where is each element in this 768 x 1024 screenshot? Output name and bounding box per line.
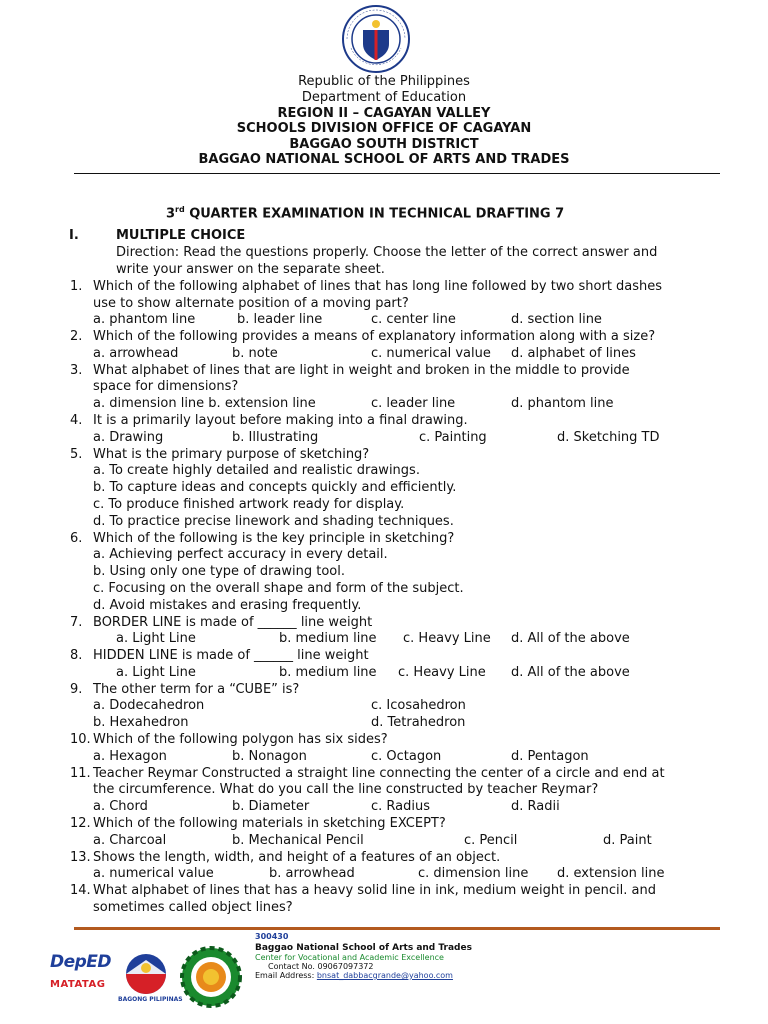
q13-text-1: Shows the length, width, and height of a features of an object. (93, 850, 501, 865)
q5-choice-c: c. To produce finished artwork ready for display. (93, 497, 405, 512)
q4-choice-a: a. Drawing (93, 430, 164, 445)
q10-choice-b: b. Nonagon (232, 749, 307, 764)
q12-text-1: Which of the following materials in sketching EXCEPT? (93, 816, 446, 831)
header-school: BAGGAO NATIONAL SCHOOL OF ARTS AND TRADES (198, 152, 570, 167)
q11-choice-a: a. Chord (93, 799, 148, 814)
q7-text-1: BORDER LINE is made of ______ line weight (93, 615, 373, 630)
q11-choice-b: b. Diameter (232, 799, 310, 814)
q5-choice-d: d. To practice precise linework and shading techniques. (93, 514, 454, 529)
direction-line-1: Direction: Read the questions properly. Choose the letter of the correct answer and (116, 245, 658, 260)
q12-choice-c: c. Pencil (464, 833, 518, 848)
q6-choice-b: b. Using only one type of drawing tool. (93, 564, 346, 579)
q3-text-1: What alphabet of lines that are light in weight and broken in the middle to provide (93, 363, 630, 378)
q12-number: 12. (70, 816, 91, 831)
q9-text-1: The other term for a “CUBE” is? (93, 682, 300, 697)
q10-choice-a: a. Hexagon (93, 749, 167, 764)
footer-rule (74, 927, 720, 930)
q12-choice-d: d. Paint (603, 833, 652, 848)
q3-text-2: space for dimensions? (93, 379, 239, 394)
q1-choice-d: d. section line (511, 312, 602, 327)
q13-choice-b: b. arrowhead (269, 866, 355, 881)
q5-choice-b: b. To capture ideas and concepts quickly and efficiently. (93, 480, 457, 495)
header-department: Department of Education (301, 90, 467, 105)
q8-choice-a: a. Light Line (116, 665, 196, 680)
q2-choice-c: c. numerical value (371, 346, 491, 361)
q1-choice-c: c. center line (371, 312, 456, 327)
q2-choice-d: d. alphabet of lines (511, 346, 636, 361)
q4-number: 4. (70, 413, 83, 428)
q1-text-1: Which of the following alphabet of lines that has long line followed by two short dashes (93, 279, 663, 294)
q12-choice-a: a. Charcoal (93, 833, 167, 848)
header-district: BAGGAO SOUTH DISTRICT (289, 137, 479, 152)
school-gear-logo (180, 946, 242, 1008)
q7-number: 7. (70, 615, 83, 630)
q5-choice-a: a. To create highly detailed and realistic drawings. (93, 463, 420, 478)
section-number: I. (69, 228, 79, 243)
bagong-pilipinas-text: BAGONG PILIPINAS (118, 996, 183, 1003)
q8-choice-b: b. medium line (279, 665, 377, 680)
q3-choice-d: d. phantom line (511, 396, 614, 411)
q6-text-1: Which of the following is the key principle in sketching? (93, 531, 455, 546)
q5-text-1: What is the primary purpose of sketching? (93, 447, 370, 462)
exam-title: 3rd QUARTER EXAMINATION IN TECHNICAL DRAFTING 7 (166, 205, 565, 222)
q13-choice-c: c. dimension line (418, 866, 529, 881)
q11-text-2: the circumference. What do you call the line constructed by teacher Reymar? (93, 782, 599, 797)
q6-choice-a: a. Achieving perfect accuracy in every detail. (93, 547, 388, 562)
q4-choice-c: c. Painting (419, 430, 487, 445)
q4-choice-d: d. Sketching TD (557, 430, 660, 445)
q9-choice-b: b. Hexahedron (93, 715, 189, 730)
q7-choice-b: b. medium line (279, 631, 377, 646)
footer-center: Center for Vocational and Academic Excellence (255, 953, 444, 962)
header-rule (74, 173, 720, 174)
q10-choice-d: d. Pentagon (511, 749, 589, 764)
matatag-wordmark: MATATAG (50, 979, 106, 990)
q5-number: 5. (70, 447, 83, 462)
q13-number: 13. (70, 850, 91, 865)
footer-email: Email Address: bnsat_dabbacgrande@yahoo.com (255, 971, 453, 980)
email-link[interactable]: bnsat_dabbacgrande@yahoo.com (316, 971, 453, 980)
q11-number: 11. (70, 766, 91, 781)
q1-choice-a: a. phantom line (93, 312, 196, 327)
q11-text-1: Teacher Reymar Constructed a straight line connecting the center of a circle and end at (93, 766, 665, 781)
footer-code: 300430 (255, 932, 289, 941)
q1-choice-b: b. leader line (237, 312, 323, 327)
header-republic: Republic of the Philippines (298, 74, 470, 89)
deped-wordmark: DepED (50, 952, 112, 972)
q14-number: 14. (70, 883, 91, 898)
q3-choice-c: c. leader line (371, 396, 456, 411)
section-title: MULTIPLE CHOICE (116, 228, 246, 243)
q9-choice-a: a. Dodecahedron (93, 698, 205, 713)
q3-number: 3. (70, 363, 83, 378)
q8-choice-c: c. Heavy Line (398, 665, 486, 680)
q2-choice-a: a. arrowhead (93, 346, 179, 361)
q6-choice-c: c. Focusing on the overall shape and form of the subject. (93, 581, 464, 596)
q11-choice-d: d. Radii (511, 799, 560, 814)
deped-matatag-logo (50, 952, 116, 1000)
bagong-pilipinas-logo (118, 952, 183, 1004)
q13-choice-d: d. extension line (557, 866, 665, 881)
q6-number: 6. (70, 531, 83, 546)
deped-seal (341, 4, 411, 74)
q10-text-1: Which of the following polygon has six sides? (93, 732, 388, 747)
q2-number: 2. (70, 329, 83, 344)
q9-number: 9. (70, 682, 83, 697)
q10-number: 10. (70, 732, 91, 747)
q14-text-2: sometimes called object lines? (93, 900, 293, 915)
q7-choice-d: d. All of the above (511, 631, 630, 646)
q11-choice-c: c. Radius (371, 799, 431, 814)
q8-text-1: HIDDEN LINE is made of ______ line weight (93, 648, 369, 663)
q14-text-1: What alphabet of lines that has a heavy solid line in ink, medium weight in pencil. and (93, 883, 656, 898)
q7-choice-c: c. Heavy Line (403, 631, 491, 646)
q8-choice-d: d. All of the above (511, 665, 630, 680)
direction-line-2: write your answer on the separate sheet. (116, 262, 385, 277)
q1-number: 1. (70, 279, 83, 294)
q2-text-1: Which of the following provides a means of explanatory information along with a size? (93, 329, 656, 344)
q4-text-1: It is a primarily layout before making into a final drawing. (93, 413, 468, 428)
q3-choice-ab: a. dimension line b. extension line (93, 396, 316, 411)
q6-choice-d: d. Avoid mistakes and erasing frequently. (93, 598, 362, 613)
q12-choice-b: b. Mechanical Pencil (232, 833, 364, 848)
footer-contact: Contact No. 09067097372 (268, 962, 374, 971)
q10-choice-c: c. Octagon (371, 749, 442, 764)
q7-choice-a: a. Light Line (116, 631, 196, 646)
q9-choice-d: d. Tetrahedron (371, 715, 466, 730)
q8-number: 8. (70, 648, 83, 663)
q9-choice-c: c. Icosahedron (371, 698, 466, 713)
q4-choice-b: b. Illustrating (232, 430, 319, 445)
q1-text-2: use to show alternate position of a moving part? (93, 296, 409, 311)
footer-school: Baggao National School of Arts and Trades (255, 943, 472, 953)
header-region: REGION II – CAGAYAN VALLEY (277, 106, 491, 121)
header-division: SCHOOLS DIVISION OFFICE OF CAGAYAN (236, 121, 532, 136)
q13-choice-a: a. numerical value (93, 866, 214, 881)
q2-choice-b: b. note (232, 346, 278, 361)
